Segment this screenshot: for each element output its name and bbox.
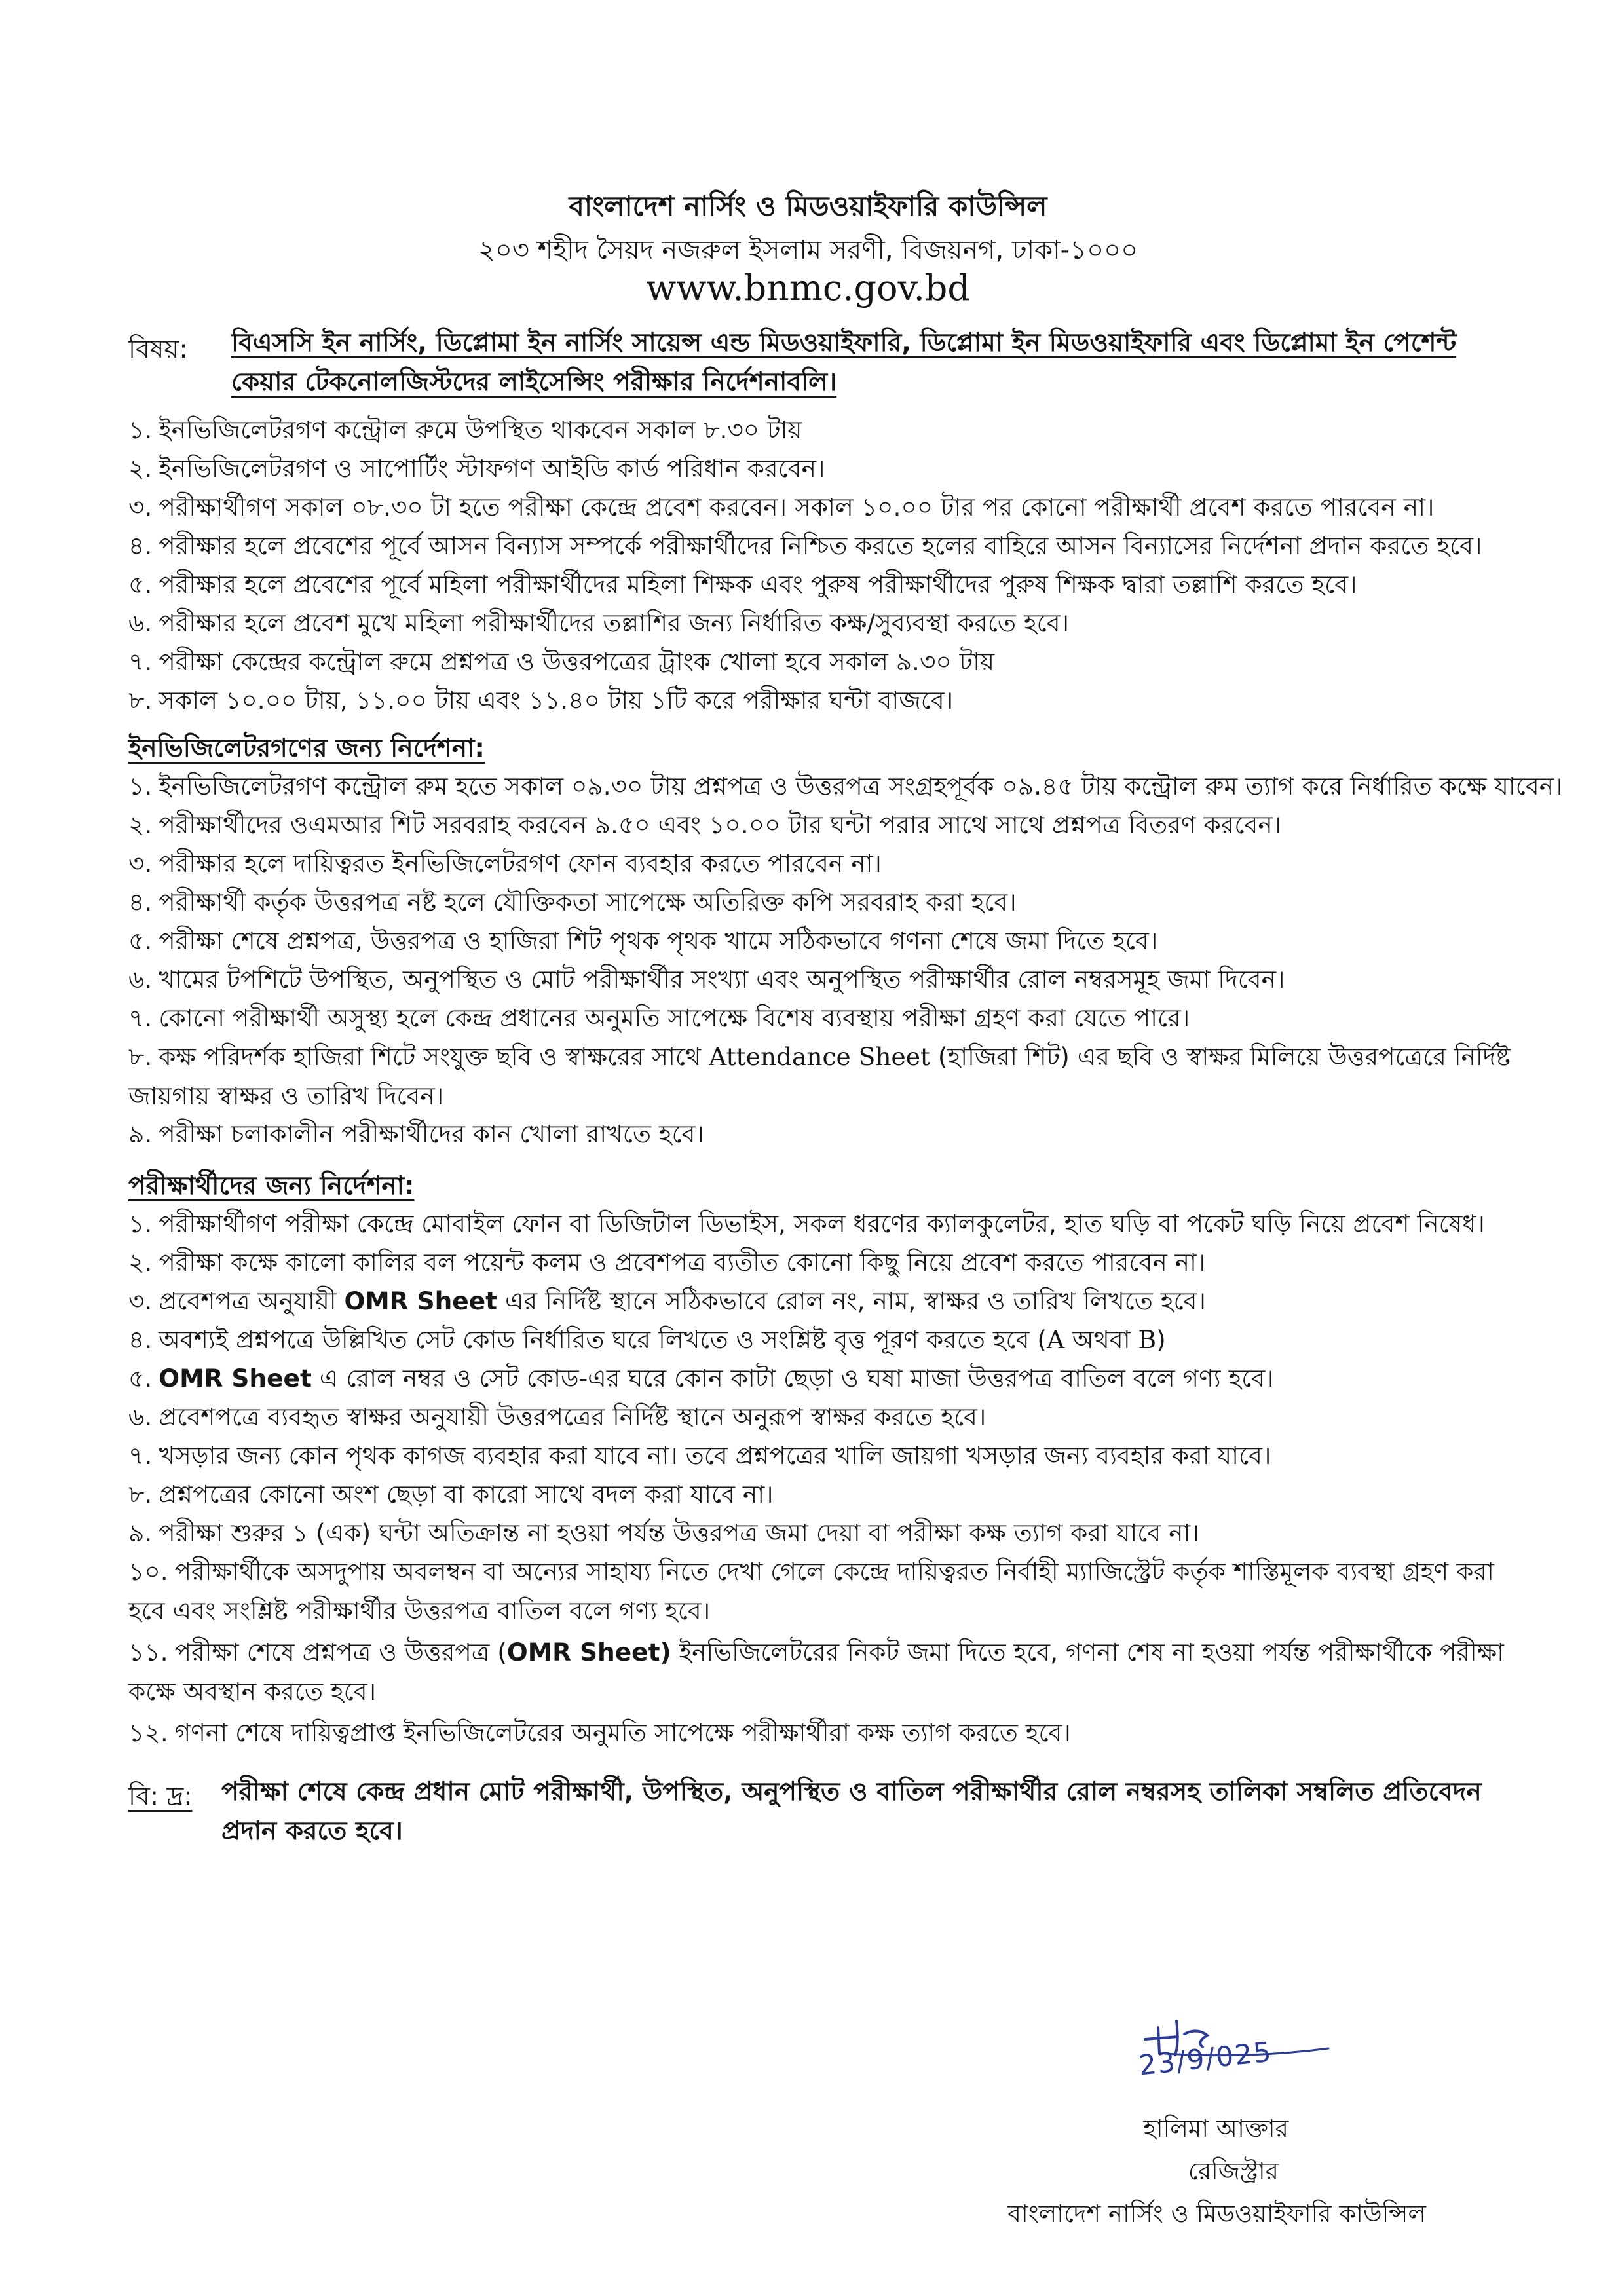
- rule-text: ইনভিজিলেটরের নিকট জমা দিতে হবে, গণনা শেষ না হওয়া পর্যন্ত পরীক্ষার্থীকে পরীক্ষা কক্ষে অবস্থান করতে হবে।: [128, 1638, 1505, 1706]
- examinee-rule-8: [128, 1475, 1537, 1514]
- examinee-rule-5: [128, 1359, 1537, 1398]
- invigilator-rule-8: [128, 1037, 1537, 1116]
- rule-text: পরীক্ষা কক্ষে কালো কালির বল পয়েন্ট কলম ও প্রবেশপত্র ব্যতীত কোনো কিছু নিয়ে প্রবেশ করতে পারবেন না।: [159, 1248, 1206, 1277]
- examinee-rule-12: [128, 1713, 1537, 1752]
- general-rule-6: [128, 603, 1537, 643]
- rule-text: ইনভিজিলেটরগণ কন্ট্রোল রুম হতে সকাল ০৯.৩০ টায় প্রশ্নপত্র ও উত্তরপত্র সংগ্রহপূর্বক ০৯.৪৫ টায় কন্ট্রোল রুম ত্যাগ করে নির্ধারিত কক্ষে যাবেন।: [159, 772, 1563, 800]
- rule-text: পরীক্ষার্থী কর্তৃক উত্তরপত্র নষ্ট হলে যৌক্তিকতা সাপেক্ষে অতিরিক্ত কপি সরবরাহ করা হবে।: [159, 888, 1017, 916]
- rule-text: পরীক্ষা কেন্দ্রের কন্ট্রোল রুমে প্রশ্নপত্র ও উত্তরপত্রের ট্রাংক খোলা হবে সকাল ৯.৩০ টায়: [159, 647, 995, 676]
- rule-text: এর নির্দিষ্ট স্থানে সঠিকভাবে রোল নং, নাম, স্বাক্ষর ও তারিখ লিখতে হবে।: [497, 1287, 1206, 1315]
- invigilator-rule-3: [128, 844, 1537, 883]
- examinee-rule-3: [128, 1281, 1537, 1321]
- rule-text: প্রশ্নপত্রের কোনো অংশ ছেড়া বা কারো সাথে বদল করা যাবে না।: [159, 1480, 774, 1509]
- rule-number: ৫.: [128, 570, 153, 599]
- rule-text: ): [1156, 1325, 1166, 1354]
- general-rule-4: [128, 526, 1537, 565]
- rule-text: কোনো পরীক্ষার্থী অসুস্থ্য হলে কেন্দ্র প্রধানের অনুমতি সাপেক্ষে বিশেষ ব্যবস্থায় পরীক্ষা গ্রহণ করা যেতে পারে।: [159, 1004, 1190, 1032]
- subject-text: বিএসসি ইন নার্সিং, ডিপ্লোমা ইন নার্সিং সায়েন্স এন্ড মিডওয়াইফারি, ডিপ্লোমা ইন মিডওয়াইফারি এবং ডিপ্লোমা ইন পেশেন্ট কেয়ার টেকনোলজিস্টদের লাইসেন্সিং পরীক্ষার নির্দেশনাবলি।: [231, 328, 1457, 397]
- examinee-rule-10: [128, 1552, 1537, 1630]
- examinee-rule-9: [128, 1513, 1537, 1553]
- signatory-name: হালিমা আক্তার: [1143, 2115, 1288, 2143]
- rule-text: পরীক্ষার হলে প্রবেশের পূর্বে মহিলা পরীক্ষার্থীদের মহিলা শিক্ষক এবং পুরুষ পরীক্ষার্থীদের পুরুষ শিক্ষক দ্বারা তল্লাশি করতে হবে।: [159, 570, 1357, 599]
- rule-number: ১.: [128, 1209, 153, 1238]
- organization-website[interactable]: www.bnmc.gov.bd: [646, 267, 970, 309]
- rule-text: পরীক্ষার হলে প্রবেশ মুখে মহিলা পরীক্ষার্থীদের তল্লাশির জন্য নির্ধারিত কক্ষ/সুব্যবস্থা করতে হবে।: [159, 609, 1070, 637]
- set-code-b: B: [1138, 1325, 1157, 1354]
- signatory-designation: রেজিস্ট্রার: [1188, 2157, 1279, 2185]
- invigilator-section-heading: ইনভিজিলেটরগণের জন্য নির্দেশনা:: [128, 734, 485, 763]
- rule-text: খামের টপশিটে উপস্থিত, অনুপস্থিত ও মোট পরীক্ষার্থীর সংখ্যা এবং অনুপস্থিত পরীক্ষার্থীর রোল নম্বরসমূহ জমা দিবেন।: [159, 965, 1285, 994]
- signature-date: 23/9/025: [1137, 2035, 1274, 2082]
- examinee-section-heading: পরীক্ষার্থীদের জন্য নির্দেশনা:: [128, 1171, 415, 1201]
- examinee-rule-4: [128, 1320, 1537, 1359]
- rule-text: ইনভিজিলেটরগণ কন্ট্রোল রুমে উপস্থিত থাকবেন সকাল ৮.৩০ টায়: [159, 415, 802, 444]
- invigilator-rule-2: [128, 805, 1537, 844]
- rule-text: এ রোল নম্বর ও সেট কোড-এর ঘরে কোন কাটা ছেড়া ও ঘষা মাজা উত্তরপত্র বাতিল বলে গণ্য হবে।: [311, 1364, 1274, 1393]
- omr-sheet-term: OMR Sheet): [506, 1638, 671, 1666]
- rule-text: পরীক্ষার্থীগণ পরীক্ষা কেন্দ্রে মোবাইল ফোন বা ডিজিটাল ডিভাইস, সকল ধরণের ক্যালকুলেটর, হাত ঘড়ি বা পকেট ঘড়ি নিয়ে প্রবেশ নিষেধ।: [159, 1209, 1485, 1238]
- general-rule-2: [128, 449, 1537, 488]
- rule-text: (হাজিরা শিট) এর ছবি ও স্বাক্ষর মিলিয়ে উত্তরপত্রেরে নির্দিষ্ট জায়গায় স্বাক্ষর ও তারিখ দিবেন।: [128, 1042, 1511, 1110]
- examinee-rule-7: [128, 1436, 1537, 1475]
- invigilator-rule-5: [128, 921, 1537, 960]
- rule-number: ১২.: [128, 1718, 168, 1747]
- omr-sheet-term: OMR Sheet: [344, 1287, 498, 1315]
- rule-text: পরীক্ষা শেষে প্রশ্নপত্র, উত্তরপত্র ও হাজিরা শিট পৃথক পৃথক খামে সঠিকভাবে গণনা শেষে জমা দিতে হবে।: [159, 926, 1158, 955]
- rule-text: পরীক্ষা শেষে প্রশ্নপত্র ও উত্তরপত্র (: [174, 1638, 507, 1666]
- organization-name: বাংলাদেশ নার্সিং ও মিডওয়াইফারি কাউন্সিল: [569, 190, 1047, 222]
- general-rule-7: [128, 642, 1537, 681]
- examinee-rule-6: [128, 1397, 1537, 1437]
- rule-text: ইনভিজিলেটরগণ ও সাপোর্টিং স্টাফগণ আইডি কার্ড পরিধান করবেন।: [159, 454, 825, 483]
- rule-number: ৪.: [128, 888, 153, 916]
- set-code-a: A: [1047, 1325, 1065, 1354]
- rule-text: পরীক্ষা শুরুর ১ (এক) ঘন্টা অতিক্রান্ত না হওয়া পর্যন্ত উত্তরপত্র জমা দেয়া বা পরীক্ষা কক্ষ ত্যাগ করা যাবে না।: [159, 1518, 1199, 1547]
- rule-number: ১০.: [128, 1557, 168, 1586]
- rule-number: ২.: [128, 810, 153, 839]
- rule-number: ৮.: [128, 1042, 153, 1071]
- rule-number: ৩.: [128, 849, 153, 878]
- rule-number: ৯.: [128, 1120, 153, 1148]
- rule-text: পরীক্ষা চলাকালীন পরীক্ষার্থীদের কান খোলা রাখতে হবে।: [159, 1120, 704, 1148]
- rule-number: ৮.: [128, 686, 153, 715]
- rule-number: ১১.: [128, 1638, 168, 1666]
- rule-text: পরীক্ষার্থীগণ সকাল ০৮.৩০ টা হতে পরীক্ষা কেন্দ্রে প্রবেশ করবেন। সকাল ১০.০০ টার পর কোনো পরীক্ষার্থী প্রবেশ করতে পারবেন না।: [159, 493, 1435, 521]
- invigilator-rule-6: [128, 960, 1537, 999]
- rule-text: কক্ষ পরিদর্শক হাজিরা শিটে সংযুক্ত ছবি ও স্বাক্ষরের সাথে: [159, 1042, 709, 1071]
- rule-number: ১.: [128, 772, 153, 800]
- invigilator-rule-9: [128, 1114, 1537, 1154]
- rule-number: ১.: [128, 415, 153, 444]
- signatory-organization: বাংলাদেশ নার্সিং ও মিডওয়াইফারি কাউন্সিল: [1007, 2200, 1426, 2228]
- rule-number: ২.: [128, 1248, 153, 1277]
- invigilator-rule-1: [128, 766, 1563, 806]
- rule-number: ৫.: [128, 1364, 153, 1393]
- examinee-rule-2: [128, 1243, 1537, 1282]
- rule-number: ৬.: [128, 1402, 153, 1431]
- rule-text: অথবা: [1064, 1325, 1138, 1354]
- note-text: পরীক্ষা শেষে কেন্দ্র প্রধান মোট পরীক্ষার্থী, উপস্থিত, অনুপস্থিত ও বাতিল পরীক্ষার্থীর রোল নম্বরসহ তালিকা সম্বলিত প্রতিবেদন প্রদান করতে হবে।: [221, 1777, 1482, 1846]
- examinee-rule-1: [128, 1204, 1537, 1243]
- rule-text: খসড়ার জন্য কোন পৃথক কাগজ ব্যবহার করা যাবে না। তবে প্রশ্নপত্রের খালি জায়গা খসড়ার জন্য ব্যবহার করা যাবে।: [159, 1441, 1271, 1470]
- rule-number: ৬.: [128, 965, 153, 994]
- examinee-rule-11: [128, 1632, 1537, 1711]
- omr-sheet-term: OMR Sheet: [159, 1364, 312, 1393]
- note-label: বি: দ্র:: [128, 1782, 193, 1811]
- rule-number: ৯.: [128, 1518, 153, 1547]
- rule-text: প্রবেশপত্রে ব্যবহৃত স্বাক্ষর অনুযায়ী উত্তরপত্রের নির্দিষ্ট স্থানে অনুরূপ স্বাক্ষর করতে হবে।: [159, 1402, 987, 1431]
- rule-number: ৮.: [128, 1480, 153, 1509]
- rule-text: অবশ্যই প্রশ্নপত্রে উল্লিখিত সেট কোড নির্ধারিত ঘরে লিখতে ও সংশ্লিষ্ট বৃত্ত পূরণ করতে হবে (: [159, 1325, 1047, 1354]
- subject-label: বিষয়:: [128, 335, 188, 364]
- attendance-sheet-term: Attendance Sheet: [709, 1042, 930, 1071]
- rule-text: পরীক্ষার্থীদের ওএমআর শিট সরবরাহ করবেন ৯.৫০ এবং ১০.০০ টার ঘন্টা পরার সাথে সাথে প্রশ্নপত্র বিতরণ করবেন।: [159, 810, 1282, 839]
- rule-number: ২.: [128, 454, 153, 483]
- rule-text: সকাল ১০.০০ টায়, ১১.০০ টায় এবং ১১.৪০ টায় ১টি করে পরীক্ষার ঘন্টা বাজবে।: [159, 686, 954, 715]
- rule-number: ৩.: [128, 1287, 153, 1315]
- general-rule-8: [128, 681, 1537, 720]
- general-rule-5: [128, 565, 1537, 604]
- general-rule-1: [128, 410, 1537, 449]
- rule-number: ৭.: [128, 647, 153, 676]
- general-rule-3: [128, 487, 1537, 527]
- rule-number: ৪.: [128, 531, 153, 560]
- organization-address: ২০৩ শহীদ সৈয়দ নজরুল ইসলাম সরণী, বিজয়নগ, ঢাকা-১০০০: [478, 235, 1138, 265]
- rule-number: ৫.: [128, 926, 153, 955]
- rule-number: ৬.: [128, 609, 153, 637]
- invigilator-rule-4: [128, 882, 1537, 922]
- rule-number: ৭.: [128, 1004, 153, 1032]
- rule-number: ৭.: [128, 1441, 153, 1470]
- rule-text: পরীক্ষার্থীকে অসদুপায় অবলম্বন বা অন্যের সাহায্য নিতে দেখা গেলে কেন্দ্রে দায়িত্বরত নির্বাহী ম্যাজিস্ট্রেট কর্তৃক শাস্তিমূলক ব্যবস্থা গ্রহণ করা হবে এবং সংশ্লিষ্ট পরীক্ষার্থীর উত্তরপত্র বাতিল বলে গণ্য হবে।: [128, 1557, 1494, 1625]
- rule-text: গণনা শেষে দায়িত্বপ্রাপ্ত ইনভিজিলেটরের অনুমতি সাপেক্ষে পরীক্ষার্থীরা কক্ষ ত্যাগ করতে হবে।: [174, 1718, 1071, 1747]
- rule-text: পরীক্ষার হলে দায়িত্বরত ইনভিজিলেটরগণ ফোন ব্যবহার করতে পারবেন না।: [159, 849, 882, 878]
- rule-number: ৪.: [128, 1325, 153, 1354]
- rule-number: ৩.: [128, 493, 153, 521]
- rule-text: প্রবেশপত্র অনুযায়ী: [159, 1287, 345, 1315]
- rule-text: পরীক্ষার হলে প্রবেশের পূর্বে আসন বিন্যাস সম্পর্কে পরীক্ষার্থীদের নিশ্চিত করতে হলের বাহিরে আসন বিন্যাসের নির্দেশনা প্রদান করতে হবে।: [159, 531, 1482, 560]
- invigilator-rule-7: [128, 998, 1537, 1038]
